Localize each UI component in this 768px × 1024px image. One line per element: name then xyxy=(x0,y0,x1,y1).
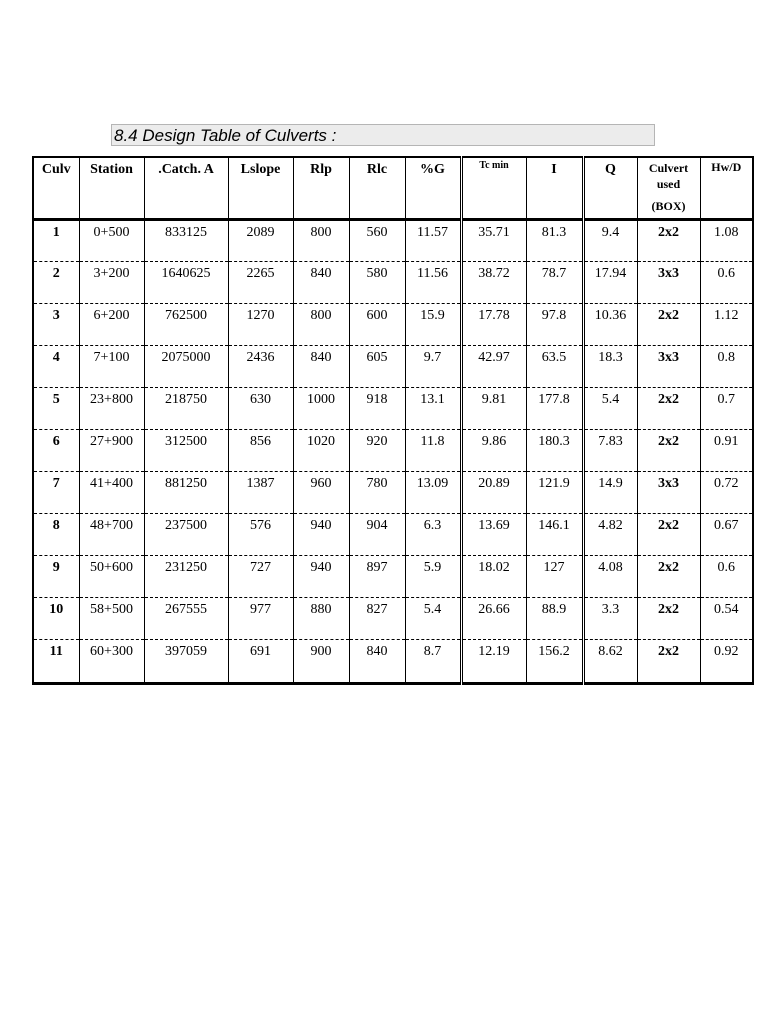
cell-hw-d: 1.08 xyxy=(700,219,753,261)
table-row xyxy=(33,555,753,597)
cell-catchment-area: 218750 xyxy=(144,387,228,429)
cell-culv: 6 xyxy=(33,429,79,471)
cell-rlc: 560 xyxy=(349,219,405,261)
column-header-culvert-used xyxy=(637,157,700,219)
cell-hw-d: 0.7 xyxy=(700,387,753,429)
cell-rlc: 600 xyxy=(349,303,405,345)
cell-rlc: 827 xyxy=(349,597,405,639)
cell-tc-min: 12.19 xyxy=(461,639,526,683)
cell-intensity: 156.2 xyxy=(526,639,583,683)
column-header-station: Station xyxy=(79,157,144,219)
cell-discharge: 10.36 xyxy=(583,303,637,345)
table-row xyxy=(33,513,753,555)
cell-discharge: 3.3 xyxy=(583,597,637,639)
cell-discharge: 18.3 xyxy=(583,345,637,387)
cell-hw-d: 0.6 xyxy=(700,555,753,597)
cell-culv: 2 xyxy=(33,261,79,303)
cell-station: 41+400 xyxy=(79,471,144,513)
cell-culvert-used: 2x2 xyxy=(637,513,700,555)
cell-intensity: 81.3 xyxy=(526,219,583,261)
cell-rlp: 800 xyxy=(293,219,349,261)
cell-lslope: 630 xyxy=(228,387,293,429)
cell-culvert-used: 2x2 xyxy=(637,303,700,345)
cell-lslope: 977 xyxy=(228,597,293,639)
cell-culv: 5 xyxy=(33,387,79,429)
cell-intensity: 63.5 xyxy=(526,345,583,387)
cell-station: 6+200 xyxy=(79,303,144,345)
culvert-header-line3: (BOX) xyxy=(651,199,686,213)
cell-discharge: 17.94 xyxy=(583,261,637,303)
culvert-header-line1: Culvert xyxy=(648,161,689,175)
cell-tc-min: 38.72 xyxy=(461,261,526,303)
cell-grade: 13.1 xyxy=(405,387,461,429)
cell-culv: 1 xyxy=(33,219,79,261)
cell-culv: 11 xyxy=(33,639,79,683)
cell-rlc: 918 xyxy=(349,387,405,429)
table-row xyxy=(33,261,753,303)
cell-culvert-used: 3x3 xyxy=(637,471,700,513)
cell-intensity: 78.7 xyxy=(526,261,583,303)
cell-grade: 5.9 xyxy=(405,555,461,597)
column-header-rlc: Rlc xyxy=(349,157,405,219)
cell-rlp: 1000 xyxy=(293,387,349,429)
cell-rlp: 840 xyxy=(293,345,349,387)
cell-rlp: 940 xyxy=(293,513,349,555)
cell-catchment-area: 762500 xyxy=(144,303,228,345)
table-row xyxy=(33,387,753,429)
cell-station: 27+900 xyxy=(79,429,144,471)
cell-intensity: 121.9 xyxy=(526,471,583,513)
cell-catchment-area: 267555 xyxy=(144,597,228,639)
table-row xyxy=(33,429,753,471)
cell-tc-min: 26.66 xyxy=(461,597,526,639)
column-header-hw-d: Hw/D xyxy=(700,157,753,219)
cell-rlp: 1020 xyxy=(293,429,349,471)
cell-station: 23+800 xyxy=(79,387,144,429)
cell-lslope: 1387 xyxy=(228,471,293,513)
cell-tc-min: 18.02 xyxy=(461,555,526,597)
column-header-grade: %G xyxy=(405,157,461,219)
cell-catchment-area: 312500 xyxy=(144,429,228,471)
cell-intensity: 180.3 xyxy=(526,429,583,471)
cell-lslope: 727 xyxy=(228,555,293,597)
cell-grade: 6.3 xyxy=(405,513,461,555)
cell-catchment-area: 1640625 xyxy=(144,261,228,303)
cell-culvert-used: 2x2 xyxy=(637,639,700,683)
cell-culvert-used: 2x2 xyxy=(637,429,700,471)
column-header-lslope: Lslope xyxy=(228,157,293,219)
cell-grade: 15.9 xyxy=(405,303,461,345)
cell-station: 60+300 xyxy=(79,639,144,683)
table-row xyxy=(33,639,753,683)
cell-hw-d: 1.12 xyxy=(700,303,753,345)
table-row xyxy=(33,303,753,345)
cell-rlp: 840 xyxy=(293,261,349,303)
cell-rlp: 900 xyxy=(293,639,349,683)
cell-tc-min: 35.71 xyxy=(461,219,526,261)
cell-rlp: 960 xyxy=(293,471,349,513)
cell-tc-min: 13.69 xyxy=(461,513,526,555)
cell-lslope: 856 xyxy=(228,429,293,471)
cell-catchment-area: 2075000 xyxy=(144,345,228,387)
cell-rlc: 920 xyxy=(349,429,405,471)
cell-catchment-area: 237500 xyxy=(144,513,228,555)
cell-intensity: 177.8 xyxy=(526,387,583,429)
cell-rlp: 940 xyxy=(293,555,349,597)
cell-culvert-used: 3x3 xyxy=(637,345,700,387)
cell-tc-min: 20.89 xyxy=(461,471,526,513)
cell-rlc: 904 xyxy=(349,513,405,555)
cell-discharge: 4.82 xyxy=(583,513,637,555)
column-header-rlp: Rlp xyxy=(293,157,349,219)
table-header-row xyxy=(33,157,753,219)
cell-hw-d: 0.91 xyxy=(700,429,753,471)
cell-tc-min: 17.78 xyxy=(461,303,526,345)
cell-lslope: 576 xyxy=(228,513,293,555)
cell-lslope: 691 xyxy=(228,639,293,683)
table-row xyxy=(33,345,753,387)
cell-grade: 5.4 xyxy=(405,597,461,639)
cell-hw-d: 0.8 xyxy=(700,345,753,387)
cell-station: 3+200 xyxy=(79,261,144,303)
cell-culv: 7 xyxy=(33,471,79,513)
cell-discharge: 4.08 xyxy=(583,555,637,597)
cell-hw-d: 0.6 xyxy=(700,261,753,303)
cell-culv: 3 xyxy=(33,303,79,345)
cell-hw-d: 0.67 xyxy=(700,513,753,555)
cell-discharge: 5.4 xyxy=(583,387,637,429)
cell-culv: 4 xyxy=(33,345,79,387)
cell-grade: 8.7 xyxy=(405,639,461,683)
culverts-design-table xyxy=(32,156,754,685)
cell-discharge: 8.62 xyxy=(583,639,637,683)
cell-grade: 9.7 xyxy=(405,345,461,387)
cell-intensity: 127 xyxy=(526,555,583,597)
cell-tc-min: 9.86 xyxy=(461,429,526,471)
table-row xyxy=(33,597,753,639)
cell-grade: 11.57 xyxy=(405,219,461,261)
cell-rlc: 605 xyxy=(349,345,405,387)
cell-culvert-used: 2x2 xyxy=(637,219,700,261)
column-header-discharge: Q xyxy=(583,157,637,219)
culvert-header-line2: used xyxy=(656,177,681,191)
cell-catchment-area: 881250 xyxy=(144,471,228,513)
cell-station: 50+600 xyxy=(79,555,144,597)
cell-hw-d: 0.92 xyxy=(700,639,753,683)
column-header-tc-min: Tc min xyxy=(461,157,526,219)
cell-lslope: 1270 xyxy=(228,303,293,345)
cell-rlc: 840 xyxy=(349,639,405,683)
cell-lslope: 2265 xyxy=(228,261,293,303)
cell-station: 58+500 xyxy=(79,597,144,639)
cell-hw-d: 0.72 xyxy=(700,471,753,513)
cell-station: 48+700 xyxy=(79,513,144,555)
cell-culvert-used: 2x2 xyxy=(637,387,700,429)
cell-rlc: 580 xyxy=(349,261,405,303)
cell-lslope: 2089 xyxy=(228,219,293,261)
cell-discharge: 14.9 xyxy=(583,471,637,513)
cell-culvert-used: 3x3 xyxy=(637,261,700,303)
cell-catchment-area: 231250 xyxy=(144,555,228,597)
cell-intensity: 88.9 xyxy=(526,597,583,639)
column-header-culv: Culv xyxy=(33,157,79,219)
cell-culv: 8 xyxy=(33,513,79,555)
cell-culv: 9 xyxy=(33,555,79,597)
cell-grade: 13.09 xyxy=(405,471,461,513)
cell-station: 0+500 xyxy=(79,219,144,261)
cell-discharge: 9.4 xyxy=(583,219,637,261)
cell-grade: 11.56 xyxy=(405,261,461,303)
cell-catchment-area: 397059 xyxy=(144,639,228,683)
cell-grade: 11.8 xyxy=(405,429,461,471)
cell-discharge: 7.83 xyxy=(583,429,637,471)
cell-rlp: 880 xyxy=(293,597,349,639)
cell-culvert-used: 2x2 xyxy=(637,597,700,639)
cell-intensity: 146.1 xyxy=(526,513,583,555)
cell-intensity: 97.8 xyxy=(526,303,583,345)
cell-tc-min: 42.97 xyxy=(461,345,526,387)
table-row xyxy=(33,219,753,261)
cell-lslope: 2436 xyxy=(228,345,293,387)
cell-rlc: 897 xyxy=(349,555,405,597)
cell-station: 7+100 xyxy=(79,345,144,387)
cell-rlp: 800 xyxy=(293,303,349,345)
cell-culvert-used: 2x2 xyxy=(637,555,700,597)
cell-tc-min: 9.81 xyxy=(461,387,526,429)
table-row xyxy=(33,471,753,513)
cell-hw-d: 0.54 xyxy=(700,597,753,639)
cell-catchment-area: 833125 xyxy=(144,219,228,261)
cell-culv: 10 xyxy=(33,597,79,639)
column-header-catchment-area: .Catch. A xyxy=(144,157,228,219)
column-header-intensity: I xyxy=(526,157,583,219)
cell-rlc: 780 xyxy=(349,471,405,513)
table-title: 8.4 Design Table of Culverts : xyxy=(111,124,655,146)
